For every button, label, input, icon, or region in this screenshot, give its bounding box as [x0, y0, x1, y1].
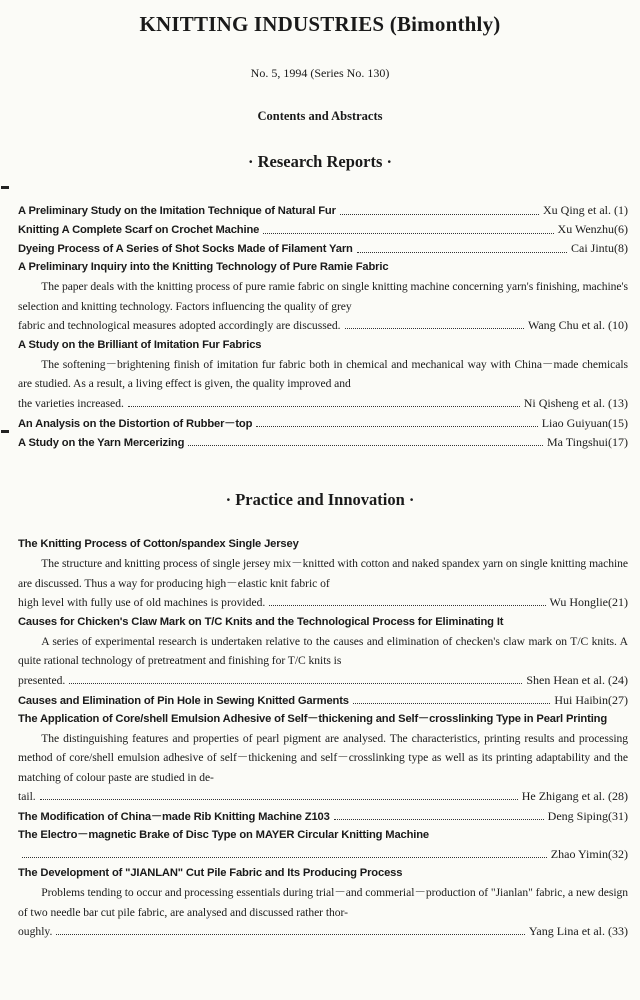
- article-author: Ma Tingshui(17): [546, 434, 628, 449]
- leader-dots: [269, 604, 545, 606]
- article-title: The Electro－magnetic Brake of Disc Type on MAYER Circular Knitting Machine: [18, 828, 430, 841]
- toc-entry: [18, 613, 628, 691]
- leader-dots: [334, 818, 544, 820]
- article-title: A Study on the Brilliant of Imitation Fur Fabrics: [18, 338, 262, 351]
- abstract-tail: tail.: [18, 790, 36, 804]
- toc-entry: [18, 710, 628, 807]
- abstract-tail: high level with fully use of old machines is provided.: [18, 596, 266, 610]
- toc-line: [18, 414, 628, 433]
- research-reports-list: [18, 201, 628, 452]
- margin-mark: [1, 430, 9, 433]
- toc-line: [18, 201, 628, 220]
- article-abstract: The softening－brightening finish of imitation fur fabric both in chemical and mechanical way with China－made chemicals are studied. As a result, a living effect is given, the quality improved and: [18, 357, 628, 391]
- leader-dots: [69, 682, 522, 684]
- practice-innovation-list: [18, 535, 628, 942]
- article-title: A Preliminary Study on the Imitation Technique of Natural Fur: [18, 205, 336, 217]
- toc-entry: [18, 258, 628, 336]
- article-author: Yang Lina et al. (33): [528, 924, 628, 939]
- article-title: The Development of "JIANLAN" Cut Pile Fabric and Its Producing Process: [18, 866, 403, 879]
- article-author: Wang Chu et al. (10): [527, 318, 628, 333]
- article-author: Xu Qing et al. (1): [543, 203, 628, 217]
- article-author: Zhao Yimin(32): [550, 846, 628, 861]
- article-author: Cai Jintu(8): [571, 241, 628, 255]
- article-author: Shen Hean et al. (24): [526, 672, 628, 687]
- toc-entry: [18, 220, 628, 239]
- toc-entry: [18, 201, 628, 220]
- leader-dots: [357, 251, 567, 253]
- article-author: Liao Guiyuan(15): [541, 415, 628, 430]
- leader-dots: [40, 798, 518, 800]
- toc-entry: [18, 414, 628, 433]
- toc-line: [18, 691, 628, 710]
- issue-line: No. 5, 1994 (Series No. 130): [250, 66, 390, 80]
- leader-dots: [263, 232, 553, 234]
- toc-entry: [18, 336, 628, 414]
- toc-line: [18, 220, 628, 239]
- toc-line: [18, 239, 628, 258]
- abstract-tail: fabric and technological measures adopted accordingly are discussed.: [18, 319, 341, 333]
- article-title: A Preliminary Inquiry into the Knitting Technology of Pure Ramie Fabric: [18, 261, 389, 273]
- article-title: Causes for Chicken's Claw Mark on T/C Knits and the Technological Process for Eliminating It: [18, 615, 504, 628]
- abstract-end-line: [18, 394, 628, 414]
- toc-entry: [18, 826, 628, 864]
- leader-dots: [22, 856, 547, 858]
- article-author: Xu Wenzhu(6): [557, 222, 628, 236]
- author-line: [18, 845, 628, 864]
- toc-entry: [18, 433, 628, 452]
- article-title: The Knitting Process of Cotton/spandex Single Jersey: [18, 538, 299, 550]
- article-author: Deng Siping(31): [547, 808, 628, 823]
- article-title: A Study on the Yarn Mercerizing: [18, 436, 185, 449]
- leader-dots: [188, 444, 543, 446]
- abstract-tail: presented.: [18, 673, 66, 687]
- article-title: Dyeing Process of A Series of Shot Socks Made of Filament Yarn: [18, 243, 353, 255]
- abstract-end-line: [18, 922, 628, 942]
- toc-entry: [18, 864, 628, 942]
- article-title: An Analysis on the Distortion of Rubber－top: [18, 417, 253, 430]
- article-abstract: The paper deals with the knitting process of pure ramie fabric on single knitting machine concerning yarn's finishing, machine's selection and knitting technology. Factors influencing the quality of grey: [18, 280, 628, 313]
- abstract-end-line: [18, 316, 628, 336]
- toc-entry: [18, 239, 628, 258]
- leader-dots: [345, 327, 524, 329]
- article-title: The Modification of China－made Rib Knitting Machine Z103: [18, 810, 330, 823]
- section-title-research-reports: · Research Reports ·: [247, 152, 393, 171]
- abstract-end-line: [18, 787, 628, 807]
- section-title-practice-innovation: · Practice and Innovation ·: [225, 490, 415, 509]
- abstract-end-line: [18, 671, 628, 691]
- toc-line: [18, 807, 628, 826]
- margin-mark: [1, 186, 9, 189]
- article-abstract: Problems tending to occur and processing essentials during trial－and commerial－production of "Jianlan" fabric, a new design of two needle bar cut pile fabric, are analysed and discussed rather thor-: [18, 885, 628, 919]
- article-author: Ni Qisheng et al. (13): [523, 395, 628, 410]
- leader-dots: [128, 405, 520, 407]
- article-abstract: A series of experimental research is undertaken relative to the causes and elimination of checken's claw mark on T/C knits. A quite rational technology of pretreatment and finishing for T/C knits is: [18, 634, 628, 668]
- leader-dots: [256, 425, 537, 427]
- toc-entry: [18, 807, 628, 826]
- leader-dots: [353, 702, 550, 704]
- leader-dots: [56, 933, 525, 935]
- toc-line: [18, 433, 628, 452]
- abstract-tail: oughly.: [18, 925, 53, 939]
- abstract-tail: the varieties increased.: [18, 396, 124, 410]
- article-abstract: The distinguishing features and properties of pearl pigment are analysed. The characteristics, printing results and processing method of core/shell emulsion adhesive of self－thickening and self－crosslinking type as well as its printing adaptability and the matching of colour paste are studied in de-: [18, 731, 628, 784]
- article-abstract: The structure and knitting process of single jersey mix－knitted with cotton and naked spandex yarn on single knitting machine are discussed. Thus a way for producing high－elastic knit fabric of: [18, 557, 628, 590]
- article-author: Hui Haibin(27): [554, 692, 628, 707]
- article-author: Wu Honglie(21): [549, 595, 628, 610]
- leader-dots: [340, 213, 539, 215]
- article-author: He Zhigang et al. (28): [521, 789, 628, 804]
- article-title: Causes and Elimination of Pin Hole in Sewing Knitted Garments: [18, 694, 349, 707]
- article-title: The Application of Core/shell Emulsion Adhesive of Self－thickening and Self－crosslinking Type in Pearl Printing: [18, 712, 608, 725]
- toc-entry: [18, 535, 628, 613]
- contents-heading: Contents and Abstracts: [257, 109, 383, 123]
- toc-entry: [18, 691, 628, 710]
- abstract-end-line: [18, 593, 628, 613]
- article-title: Knitting A Complete Scarf on Crochet Machine: [18, 224, 260, 236]
- journal-title: KNITTING INDUSTRIES (Bimonthly): [139, 12, 501, 36]
